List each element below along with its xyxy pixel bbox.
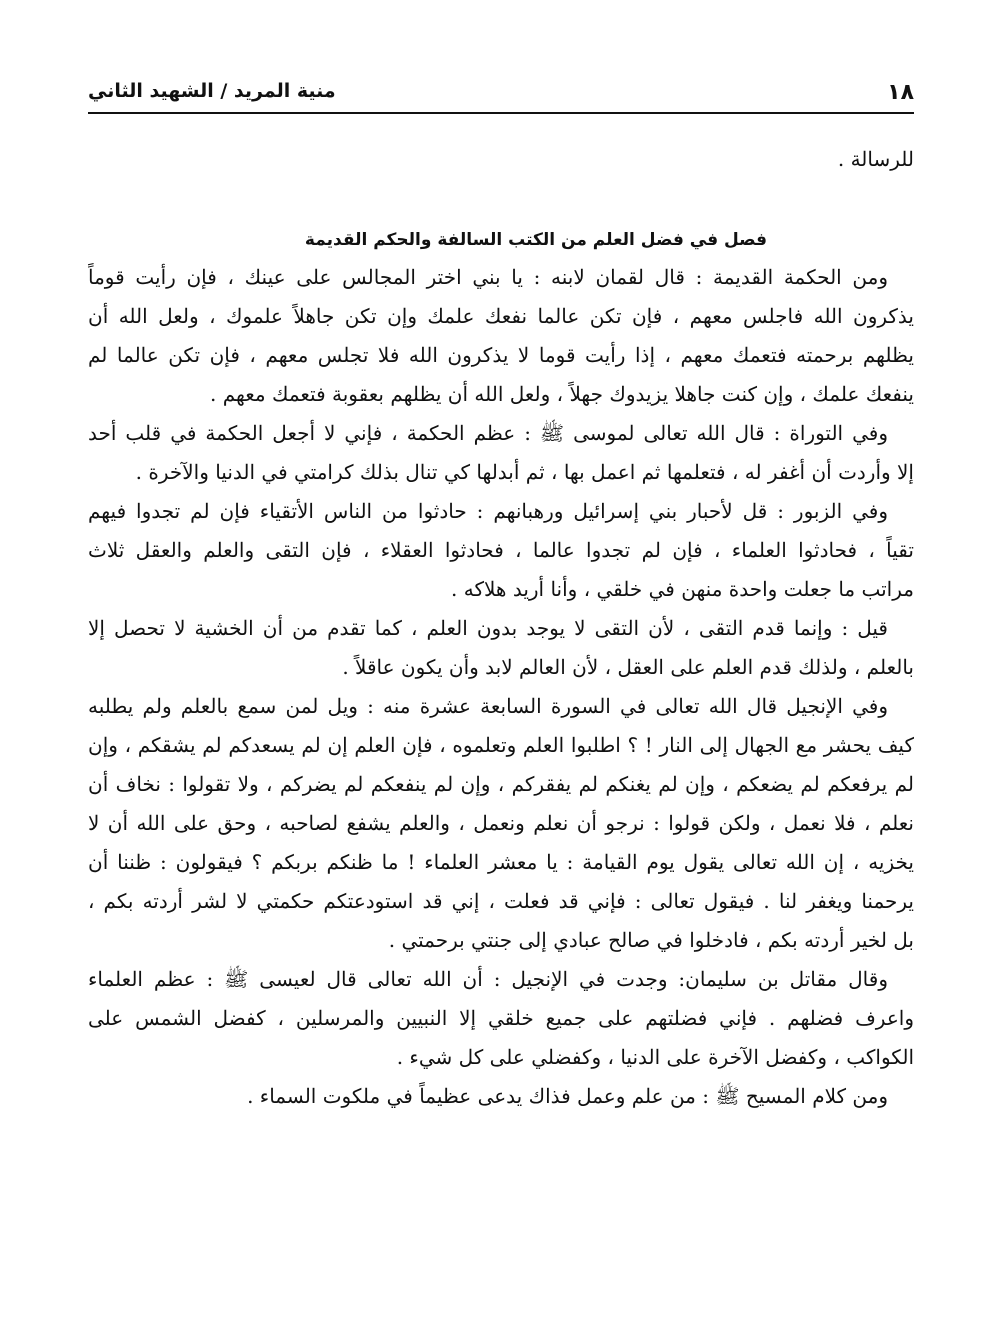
running-title: منية المريد / الشهيد الثاني — [88, 80, 336, 102]
text-line: وفي التوراة : قال الله تعالى لموسى ﷺ : عظم الحكمة ، فإني لا أجعل الحكمة في قلب أحد — [88, 421, 888, 445]
text-line: لم يرفعكم لم يضعكم ، وإن لم يغنكم لم يفقركم ، وإن لم ينفعكم لم يضركم ، ولا تقولوا : نخاف أن — [88, 772, 914, 796]
paragraph — [88, 492, 914, 609]
text-line: بل لخير أردته بكم ، فادخلوا في صالح عبادي إلى جنتي برحمتي . — [388, 928, 914, 952]
text-line: كيف يحشر مع الجهال إلى النار ! ؟ اطلبوا العلم وتعلموه ، فإن العلم إن لم يسعدكم لم يشقكم ، وإن — [88, 733, 914, 757]
section-heading: فصل في فضل العلم من الكتب السالفة والحكم القديمة — [304, 230, 768, 250]
text-line: إلا وأردت أن أغفر له ، فتعلمها ثم اعمل بها ، ثم أبدلها كي تنال بذلك كرامتي في الدنيا والآخرة . — [135, 460, 914, 484]
page-number: ١٨ — [887, 80, 914, 105]
text-line: ينفعك علمك ، وإن كنت جاهلا يزيدوك جهلاً ، ولعل الله أن يظلهم بعقوبة فتعمك معهم . — [210, 382, 914, 406]
carryover-line: للرسالة . — [837, 147, 914, 171]
text-line: يذكرون الله فاجلس معهم ، فإن تكن عالما نفعك علمك وإن تكن جاهلاً علموك ، ولعل الله أن — [88, 304, 914, 328]
text-line: وقال مقاتل بن سليمان: وجدت في الإنجيل : أن الله تعالى قال لعيسى ﷺ : عظم العلماء — [88, 967, 888, 991]
text-line: بالعلم ، ولذلك قدم العلم على العقل ، لأن العالم لابد وأن يكون عاقلاً . — [342, 655, 914, 679]
paragraph — [88, 609, 914, 687]
text-line: الكواكب ، وكفضل الآخرة على الدنيا ، وكفضلي على كل شيء . — [396, 1045, 914, 1069]
text-line: وفي الزبور : قل لأحبار بني إسرائيل ورهبانهم : حادثوا من الناس الأتقياء فإن لم تجدوا فيهم — [88, 499, 888, 523]
text-line: ومن الحكمة القديمة : قال لقمان لابنه : يا بني اختر المجالس على عينك ، فإن رأيت قوماً — [88, 265, 888, 289]
paragraph — [88, 414, 914, 492]
text-line: واعرف فضلهم . فإني فضلتهم على جميع خلقي إلا النبيين والمرسلين ، كفضل الشمس على — [88, 1006, 914, 1030]
paragraphs — [88, 258, 914, 1116]
paragraph — [88, 960, 914, 1077]
text-line: ومن كلام المسيح ﷺ : من علم وعمل فذاك يدعى عظيماً في ملكوت السماء . — [247, 1084, 888, 1108]
text-line: نعلم ، فلا نعمل ، ولكن قولوا : نرجو أن نعلم ونعمل ، والعلم يشفع لصاحبه ، وحق على الله أن لا — [88, 811, 914, 835]
paragraph — [88, 1077, 914, 1116]
text-line: يرحمنا ويغفر لنا . فيقول تعالى : فإني قد فعلت ، إني قد استودعتكم حكمتي لا لشر أردته بكم ، — [88, 889, 914, 913]
text-line: تقياً ، فحادثوا العلماء ، فإن لم تجدوا عالما ، فحادثوا العقلاء ، فإن التقى والعلم والعقل ثلاث — [88, 538, 914, 562]
text-line: وفي الإنجيل قال الله تعالى في السورة السابعة عشرة منه : ويل لمن سمع بالعلم ولم يطلبه — [88, 694, 888, 718]
header-rule — [88, 112, 914, 114]
body-text — [88, 140, 914, 1116]
text-line: مراتب ما جعلت واحدة منهن في خلقي ، وأنا أريد هلاكه . — [451, 577, 914, 601]
text-line: قيل : وإنما قدم التقى ، لأن التقى لا يوجد بدون العلم ، كما تقدم من أن الخشية لا تحصل إلا — [88, 616, 888, 640]
paragraph — [88, 258, 914, 414]
paragraph — [88, 687, 914, 960]
page-header — [88, 76, 914, 112]
text-line: يظلهم برحمته فتعمك معهم ، إذا رأيت قوما لا يذكرون الله فلا تجلس معهم ، فإن تكن عالما لم — [88, 343, 914, 367]
text-line: يخزيه ، إن الله تعالى يقول يوم القيامة : يا معشر العلماء ! ما ظنكم بربكم ؟ فيقولون : ظننا أن — [88, 850, 914, 874]
